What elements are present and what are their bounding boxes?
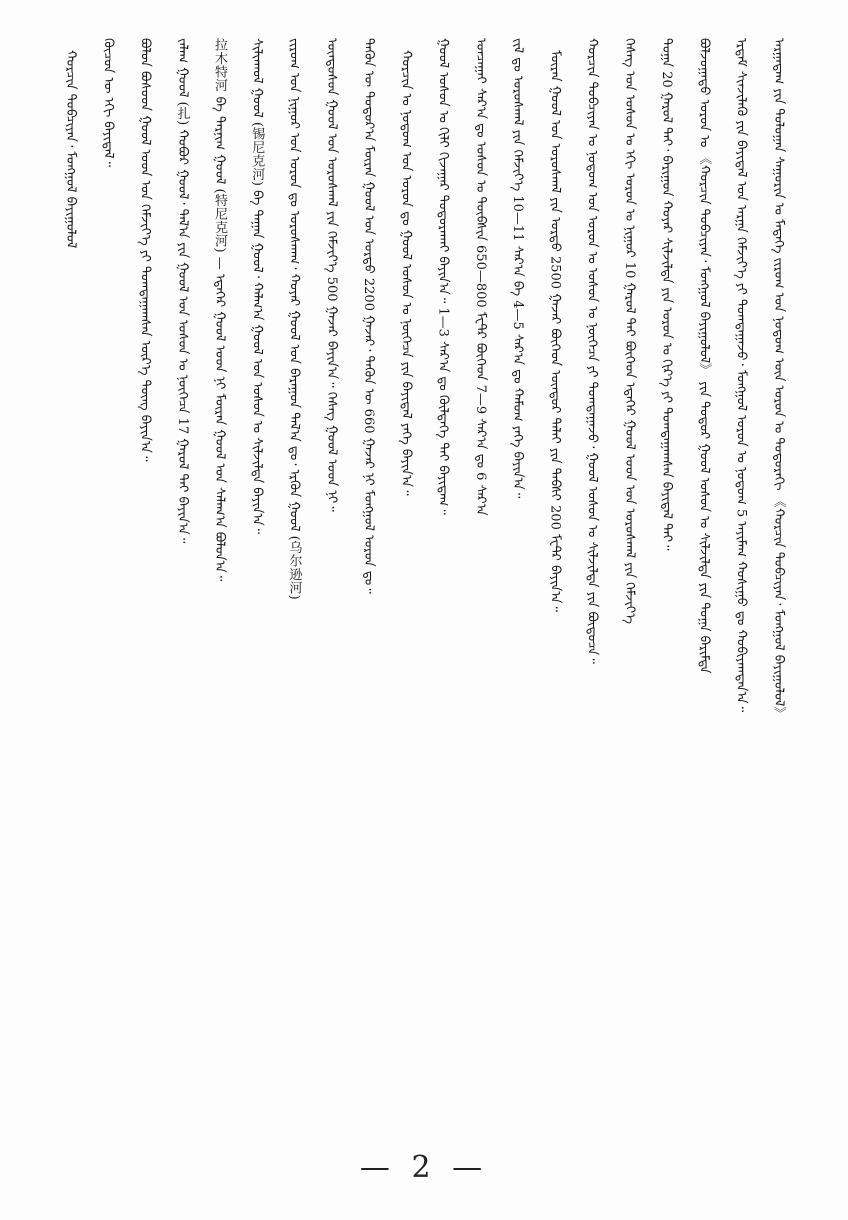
text-column: ᠬᠣᠷᠴᠢᠨ ᠲᠣᠪᠴᠢᠶᠠᠨ ᠤ ᠨᠤᠲᠤᠭ ᠤᠨ ᠣᠷᠣᠨ ᠤ ᠤᠰᠤᠨ ᠤ ᠨᠥᠭᠡᠴᠡ ᠶᠢ ᠲᠣᠭᠲᠠᠭᠠᠵᠤ᠂ ᠭᠣᠣᠯ ᠤᠰᠤᠨ ᠤ ᠰᠢᠯᠵᠢᠯᠲᠡ ᠶᠢᠨ ᠪᠦᠲᠦᠴᠡ᠃: [584, 38, 600, 664]
text-column: ᠵᠢᠯ ᠳᠤ ᠤᠷᠤᠰᠬᠠᠯ ᠶᠢᠨ ᠬᠡᠮᠵᠢᠶ᠎ᠡ 10—11 ᠰᠠᠷ᠎ᠠ ᠪᠠ 4—5 ᠰᠠᠷ᠎ᠠ ᠳᠤ ᠬᠠᠮᠤᠭ ᠶᠡᠬᠡ ᠪᠠᠶᠢᠨ᠎ᠠ᠃: [510, 38, 525, 499]
text-column: ᠵᠢᠷᠤᠭ ᠤᠨ ᠨᠢᠭᠤᠷ ᠤᠨ ᠣᠷᠣᠨ ᠳᠤ ᠤᠷᠤᠰᠬᠠᠭ᠂ ᠬᠣᠶᠠᠷ ᠭᠣᠣᠯ ᠤᠨ ᠪᠠᠷᠠᠭᠤᠨ ᠲᠠᠯ᠎ᠠ ᠳᠤ᠂ ᠡᠷᠭᠦᠨ ᠭᠣᠣᠯ (乌尔逊河): [286, 38, 302, 600]
text-column: ᠲᠣᠭᠠ 20 ᠭᠠᠷᠤᠯ ᠲᠠᠢ᠂ ᠪᠠᠷᠢᠭᠤᠨ ᠬᠣᠶᠠᠷ ᠰᠢᠯᠵᠢᠯᠲᠡ ᠶᠢᠨ ᠣᠷᠣᠨ ᠤ ᠬᠢᠷ᠎ᠡ ᠶᠢ ᠲᠣᠭᠲᠠᠭᠠᠭᠰᠠᠨ ᠪᠠᠶᠢᠳᠠᠯ ᠲᠠᠢ᠃: [659, 38, 674, 551]
text-column: ᠬᠡᠰᠡᠭ ᠤᠨ ᠤᠰᠤᠨ ᠤ ᠡᠬᠢ ᠣᠷᠣᠨ ᠤ ᠨᠢᠭᠤᠷ 10 ᠭᠠᠷᠤᠯ ᠲᠠᠢ ᠪᠥᠭᠡᠳ ᠡᠳᠡᠭᠡᠷ ᠭᠣᠣᠯ ᠤᠳ ᠤᠨ ᠤᠷᠤᠰᠬᠠᠯ ᠶᠢᠨ ᠬᠡᠮᠵᠢᠶ᠎ᠡ: [621, 38, 637, 624]
text-column: ᠬᠣᠷᠴᠢᠨ ᠲᠣᠪᠴᠢᠶᠠᠨ᠂ ᠮᠣᠩᠭᠣᠯ ᠪᠠᠶᠢᠭᠤᠯᠤᠯ: [63, 50, 78, 249]
vertical-text-block: [60, 38, 788, 1138]
text-column: ᠣᠨᠴᠠᠭᠠᠢ ᠰᠠᠷ᠎ᠠ ᠳᠤ ᠤᠰᠤᠨ ᠤ ᠲᠦᠪᠰᠢᠨ 650—800 ᠮᠧᠲ᠋ᠷ ᠪᠥᠭᠡᠳ 7—9 ᠰᠠᠷ᠎ᠠ ᠳᠤ 6 ᠰᠠᠷ᠎ᠠ: [472, 38, 488, 516]
text-column: ᠪᠣᠯᠣᠨ ᠪᠤᠰᠤᠳ ᠭᠣᠣᠯ ᠤᠳ ᠤᠨ ᠬᠡᠮᠵᠢᠶ᠎ᠡ ᠶᠢ ᠲᠣᠭᠲᠠᠭᠠᠭᠰᠠᠨ ᠦᠷ᠎ᠡ ᠳᠦᠩ ᠪᠠᠶᠢᠨ᠎ᠠ᠃: [137, 38, 153, 462]
text-column: ᠲᠡᠭᠦᠨ ᠦ ᠳᠣᠲᠣᠷ᠎ᠠ ᠮᠥᠷᠡᠨ ᠭᠣᠣᠯ ᠤᠨ ᠤᠷᠳᠤ 2200 ᠭᠠᠵᠠᠷ᠂ ᠲᠡᠭᠦᠨ ᠦ 660 ᠭᠠᠵᠠᠷ ᠨᠢ ᠮᠣᠩᠭᠣᠯ ᠤᠷᠤᠨ ᠳᠤ᠃: [361, 38, 376, 594]
text-column: ᠬᠦᠴᠦᠨ ᠦ ᠡᠬᠢ ᠪᠠᠶᠢᠳᠠᠯ᠃: [100, 38, 116, 168]
text-column: ᠵᠠᠯᠠᠭ ᠭᠣᠣᠯ (扎) ᠬᠣᠪᠣᠷ ᠭᠣᠣᠯ᠂ ᠲᠠᠯ᠎ᠠ ᠶᠢᠨ ᠭᠣᠣᠯ ᠤᠨ ᠤᠰᠤᠨ ᠤ ᠨᠥᠭᠡᠴᠡ 17 ᠭᠠᠷᠤᠯ ᠲᠠᠢ ᠪᠠᠶᠢᠨ᠎ᠠ᠃: [174, 38, 190, 544]
text-column: ᠭᠣᠣᠯ ᠤᠰᠤᠨ ᠤ ᠬᠢᠯᠢ ᠬᠢᠵᠠᠭᠠᠷ ᠲᠣᠳᠣᠷᠠᠬᠠᠢ ᠪᠠᠶᠢᠨ᠎ᠠ᠃ 1—3 ᠰᠠᠷ᠎ᠠ ᠳᠤ ᠬᠥᠯᠳᠡᠭᠡ ᠲᠠᠢ ᠪᠠᠶᠢᠳᠠᠭ᠃: [435, 38, 451, 515]
text-column: ᠮᠥᠷᠡᠨ ᠭᠣᠣᠯ ᠤᠨ ᠤᠷᠤᠰᠬᠠᠯ ᠶᠢᠨ ᠤᠷᠳᠤ 2500 ᠭᠠᠵᠠᠷ ᠪᠥᠭᠡᠳ ᠦᠨᠳᠦᠷ ᠳᠠᠯᠠᠢ ᠶᠢᠨ ᠲᠡᠪᠰᠢ 200 ᠮᠧᠲ᠋ᠷ ᠪᠠᠶᠢᠨ᠎ᠠ᠃: [547, 50, 563, 612]
text-column: ᠡᠷᠳᠡᠮ ᠰᠢᠨᠵᠢᠯᠡᠬᠦ ᠶᠢᠨ ᠪᠠᠶᠢᠳᠠᠯ ᠤᠨ ᠠᠷᠭᠠ ᠬᠡᠮᠵᠢᠶ᠎ᠡ ᠶᠢ ᠲᠣᠭᠲᠠᠭᠠᠵᠤ᠂ ᠮᠣᠩᠭᠣᠯ ᠤᠷᠤᠨ ᠤ ᠨᠤᠲᠤᠭ 5 ᠠᠶᠢᠮᠠᠭ ᠬᠣᠰᠢᠭᠤ ᠳᠤ ᠬᠤᠪᠢᠶᠠᠭᠳᠠᠨ᠎ᠠ᠃: [733, 38, 749, 713]
text-column: ᠦᠨᠳᠦᠰᠦᠨ ᠭᠣᠣᠯ ᠤᠨ ᠤᠷᠤᠰᠬᠠᠯ ᠶᠢᠨ ᠬᠡᠮᠵᠢᠶ᠎ᠡ 500 ᠭᠠᠵᠠᠷ ᠪᠠᠶᠢᠨ᠎ᠠ᠃ ᠬᠡᠰᠡᠭ ᠭᠣᠣᠯ ᠤᠳ ᠨᠢ᠃: [323, 38, 339, 512]
text-column: 拉木特河 ᠪᠠ ᠲᠠᠷᠨᠢᠬ ᠭᠣᠣᠯ (特尼克河) — ᠡᠳᠡᠭᠡᠷ ᠭᠣᠣᠯ ᠤᠳ ᠨᠢ ᠮᠥᠷᠡᠨ ᠭᠣᠣᠯ ᠤᠨ ᠰᠠᠯᠠᠭ᠎ᠠ ᠪᠣᠯᠤᠨ᠎ᠠ᠃: [212, 38, 227, 582]
text-column: ᠪᠣᠯᠵᠣᠭᠠᠲᠤ ᠣᠷᠣᠨ ᠤ 《ᠬᠣᠷᠴᠢᠨ ᠲᠣᠪᠴᠢᠶᠠᠨ᠂ ᠮᠣᠩᠭᠣᠯ ᠪᠠᠶᠢᠭᠤᠯᠤᠯ》 ᠶᠢᠨ ᠳᠣᠲᠣᠷ ᠭᠣᠣᠯ ᠤᠰᠤᠨ ᠤ ᠰᠢᠯᠵᠢᠯᠲᠡ ᠶᠢᠨ ᠲᠣᠭᠠ ᠪᠠᠷᠢᠮᠲᠠ: [696, 38, 712, 674]
text-column: ᠰᠢᠯᠢᠨᠬᠣᠯ ᠭᠣᠣᠯ (锡尼克河) ᠪᠠ ᠲᠠᠭᠠᠨ ᠭᠣᠣᠯ᠂ ᠬᠠᠯᠬ᠎ᠠ ᠭᠣᠣᠯ ᠤᠨ ᠤᠰᠤᠨ ᠤ ᠰᠢᠯᠵᠢᠯᠲᠡ ᠪᠠᠶᠢᠨ᠎ᠠ᠃: [249, 38, 265, 535]
text-column: ᠬᠣᠷᠴᠢᠨ ᠤ ᠨᠤᠲᠤᠭ ᠤᠨ ᠣᠷᠣᠨ ᠳᠤ ᠭᠣᠣᠯ ᠤᠰᠤᠨ ᠤ ᠨᠥᠭᠡᠴᠡ ᠶᠢᠨ ᠪᠠᠶᠢᠳᠠᠯ ᠶᠡᠬᠡ ᠪᠠᠶᠢᠨ᠎ᠠ᠃: [398, 50, 414, 496]
page-number: — 2 —: [359, 1150, 489, 1185]
text-column: ᠠᠷᠭᠠᠳᠠᠭ ᠶᠢᠨ ᠳᠣᠯᠣᠭᠠᠨ ᠰᠠᠭᠤᠷᠢᠨ ᠤ ᠮᠡᠳᠡᠭᠡ ᠵᠢᠷᠤᠭ ᠤᠨ ᠨᠤᠲᠤᠭ ᠦᠨ ᠣᠷᠣᠨ ᠤ ᠳᠣᠲᠣᠷᠠᠬᠢ 《ᠬᠣᠷᠴᠢᠨ ᠲᠣᠪᠴᠢᠶᠠᠨ᠂ ᠮᠣᠩᠭᠣᠯ ᠪᠠᠶᠢᠭᠤᠯᠤᠯ》: [770, 38, 786, 720]
